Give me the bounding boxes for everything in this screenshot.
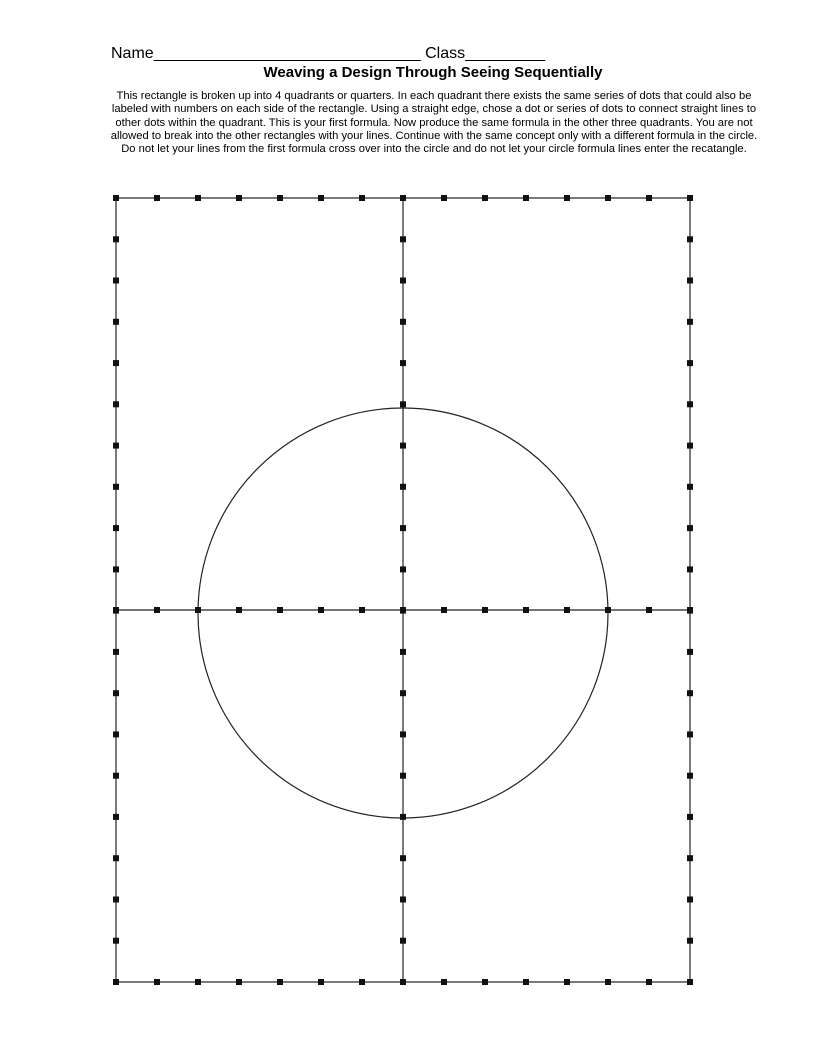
grid-dot — [646, 195, 652, 201]
grid-dot — [113, 484, 119, 490]
grid-dot — [113, 195, 119, 201]
class-field[interactable]: _________ — [465, 45, 546, 62]
grid-dot — [277, 979, 283, 985]
grid-dot — [318, 979, 324, 985]
grid-dot — [687, 979, 693, 985]
grid-dot — [154, 195, 160, 201]
grid-dot — [113, 401, 119, 407]
grid-dot — [605, 607, 611, 613]
grid-dot — [236, 607, 242, 613]
grid-dot — [400, 566, 406, 572]
grid-dot — [113, 608, 119, 614]
grid-dot — [359, 195, 365, 201]
grid-dot — [687, 566, 693, 572]
grid-dot — [400, 897, 406, 903]
grid-dot — [687, 319, 693, 325]
grid-dot — [523, 195, 529, 201]
grid-dot — [113, 525, 119, 531]
grid-dot — [318, 195, 324, 201]
grid-dot — [687, 690, 693, 696]
grid-dot — [400, 401, 406, 407]
grid-dot — [441, 195, 447, 201]
grid-dot — [687, 773, 693, 779]
grid-dot — [605, 195, 611, 201]
grid-dot — [154, 607, 160, 613]
grid-dot — [113, 814, 119, 820]
grid-dot — [687, 195, 693, 201]
grid-dot — [113, 690, 119, 696]
grid-dot — [400, 195, 406, 201]
grid-dot — [400, 278, 406, 284]
grid-dot — [687, 401, 693, 407]
grid-dot — [687, 649, 693, 655]
grid-dot — [687, 278, 693, 284]
grid-dot — [236, 979, 242, 985]
grid-dot — [359, 979, 365, 985]
grid-dot — [400, 236, 406, 242]
grid-dot — [195, 607, 201, 613]
name-field[interactable]: ______________________________ — [153, 45, 421, 62]
grid-dot — [113, 236, 119, 242]
grid-dot — [318, 607, 324, 613]
grid-dot — [113, 855, 119, 861]
grid-dot — [113, 979, 119, 985]
instructions-paragraph: This rectangle is broken up into 4 quadrants or quarters. In each quadrant there exists the same series of dots that could also be labeled with numbers on each side of the rectangle. Using a straight edge, chose a dot or series of dots to connect straight lines to other dots within the quadrant. This is your first formula. Now produce the same formula in the other three quadrants. You are not allowed to break into the other rectangles with your lines. Continue with the same concept only with a different formula in the circle. Do not let your lines from the first formula cross over into the circle and do not let your circle formula lines enter the recatangle. — [110, 90, 758, 156]
grid-dot — [400, 484, 406, 490]
grid-dot — [400, 608, 406, 614]
grid-dot — [687, 855, 693, 861]
grid-dot — [687, 236, 693, 242]
grid-dot — [359, 607, 365, 613]
grid-dot — [687, 897, 693, 903]
grid-dot — [400, 649, 406, 655]
grid-dot — [277, 195, 283, 201]
grid-dot — [482, 195, 488, 201]
grid-dot — [400, 360, 406, 366]
grid-dot — [441, 979, 447, 985]
name-label: Name — [111, 45, 154, 62]
grid-dot — [113, 731, 119, 737]
grid-dot — [400, 979, 406, 985]
grid-dot — [400, 443, 406, 449]
grid-dot — [564, 979, 570, 985]
grid-dot — [687, 360, 693, 366]
grid-dot — [564, 195, 570, 201]
grid-dot — [400, 731, 406, 737]
grid-dot — [400, 690, 406, 696]
grid-dot — [523, 979, 529, 985]
grid-dot — [195, 979, 201, 985]
grid-dot — [605, 979, 611, 985]
grid-dot — [687, 608, 693, 614]
grid-dot — [113, 649, 119, 655]
grid-dot — [113, 278, 119, 284]
class-label: Class — [425, 45, 466, 62]
grid-dot — [687, 731, 693, 737]
grid-dot — [482, 979, 488, 985]
grid-dot — [400, 814, 406, 820]
grid-dot — [113, 319, 119, 325]
grid-dot — [113, 566, 119, 572]
grid-dot — [277, 607, 283, 613]
grid-dot — [236, 195, 242, 201]
grid-dot — [113, 443, 119, 449]
grid-dot — [523, 607, 529, 613]
grid-dot — [687, 814, 693, 820]
grid-dot — [113, 897, 119, 903]
grid-dot — [646, 607, 652, 613]
grid-dot — [400, 855, 406, 861]
grid-dot — [113, 773, 119, 779]
grid-dot — [646, 979, 652, 985]
grid-dot — [687, 484, 693, 490]
grid-dot — [400, 938, 406, 944]
grid-dot — [400, 773, 406, 779]
grid-dot — [441, 607, 447, 613]
grid-dot — [564, 607, 570, 613]
grid-dot — [482, 607, 488, 613]
grid-dot — [113, 360, 119, 366]
grid-dot — [687, 938, 693, 944]
grid-dot — [154, 979, 160, 985]
grid-dot — [400, 525, 406, 531]
grid-dot — [400, 319, 406, 325]
grid-dot — [687, 443, 693, 449]
grid-dot — [195, 195, 201, 201]
grid-dot — [113, 938, 119, 944]
worksheet-title: Weaving a Design Through Seeing Sequentially — [263, 64, 603, 81]
grid-dot — [687, 525, 693, 531]
